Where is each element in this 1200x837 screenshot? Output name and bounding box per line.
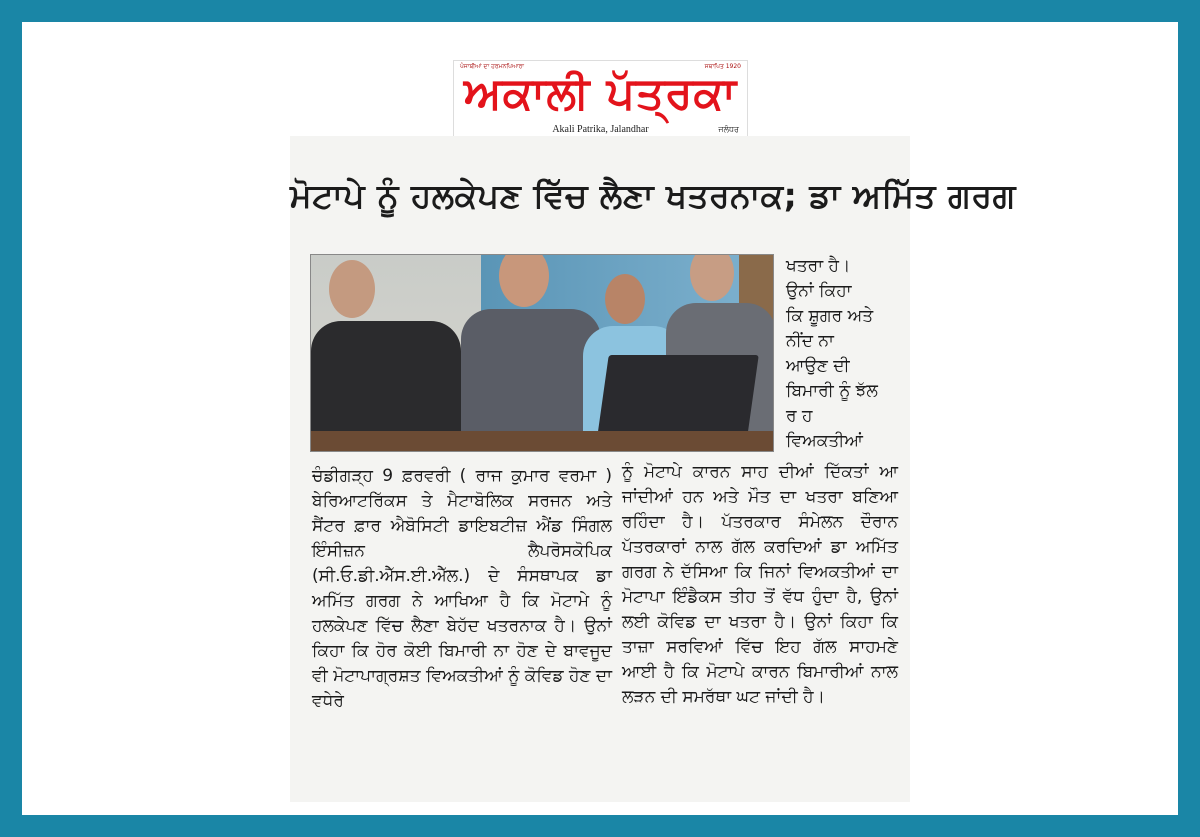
photo-person-2 xyxy=(461,254,601,435)
article-column-right: ਨੂੰ ਮੋਟਾਪੇ ਕਾਰਨ ਸਾਹ ਦੀਆਂ ਦਿੱਕਤਾਂ ਆ ਜਾਂਦੀਆਂ ਹਨ ਅਤੇ ਮੌਤ ਦਾ ਖਤਰਾ ਬਣਿਆ ਰਹਿੰਦਾ ਹੈ। ਪੱਤਰਕਾਰ ਸੰਮੇਲਨ ਦੌਰਾਨ ਪੱਤਰਕਾਰਾਂ ਨਾਲ ਗੱਲ ਕਰਦਿਆਂ ਡਾ ਅਮਿੱਤ ਗਰਗ ਨੇ ਦੱਸਿਆ ਕਿ ਜਿਨਾਂ ਵਿਅਕਤੀਆਂ ਦਾ ਮੋਟਾਪਾ ਇੰਡੈਕਸ ਤੀਹ ਤੋਂ ਵੱਧ ਹੁੰਦਾ ਹੈ, ਉਨਾਂ ਲਈ ਕੋਵਿਡ ਦਾ ਖਤਰਾ ਹੈ। ਉਨਾਂ ਕਿਹਾ ਕਿ ਤਾਜ਼ਾ ਸਰਵਿਆਂ ਵਿੱਚ ਇਹ ਗੱਲ ਸਾਹਮਣੇ ਆਈ ਹੈ ਕਿ ਮੋਟਾਪੇ ਕਾਰਨ ਬਿਮਾਰੀਆਂ ਨਾਲ ਲੜਨ ਦੀ ਸਮਰੱਥਾ ਘਟ ਜਾਂਦੀ ਹੈ। xyxy=(622,462,898,707)
masthead-title: ਅਕਾਲੀ ਪੱਤ੍ਰਕਾ xyxy=(463,68,738,119)
press-conference-photo xyxy=(310,254,774,452)
masthead-tagline: ਪੰਜਾਬੀਆਂ ਦਾ ਹਰਮਨਪਿਆਰਾ xyxy=(460,63,524,70)
masthead-subtitle: Akali Patrika, Jalandhar xyxy=(552,124,649,135)
photo-table xyxy=(311,431,773,451)
news-clipping xyxy=(290,136,1016,802)
article-headline: ਮੋਟਾਪੇ ਨੂੰ ਹਲਕੇਪਣ ਵਿੱਚ ਲੈਣਾ ਖਤਰਨਾਕ; ਡਾ ਅਮਿੱਤ ਗਰਗ xyxy=(290,176,1016,215)
newspaper-masthead xyxy=(453,60,748,138)
article-column-narrow: ਖਤਰਾ ਹੈ। ਉਨਾਂ ਕਿਹਾ ਕਿ ਸ਼ੂਗਰ ਅਤੇ ਨੀਂਦ ਨਾ ਆਉਣ ਦੀ ਬਿਮਾਰੀ ਨੂੰ ਝੱਲ ਰ ਹ ਵਿਅਕਤੀਆਂ xyxy=(786,256,878,451)
masthead-city: ਜਲੰਧਰ xyxy=(718,125,739,134)
article-column-left: ਚੰਡੀਗੜ੍ਹ 9 ਫ਼ਰਵਰੀ ( ਰਾਜ ਕੁਮਾਰ ਵਰਮਾ ) ਬੇਰਿਆਟਰਿੱਕਸ ਤੇ ਮੈਟਾਬੋਲਿਕ ਸਰਜਨ ਅਤੇ ਸੈਂਟਰ ਫ਼ਾਰ ਐਬੋਸਿਟੀ ਡਾਇਬਟੀਜ਼ ਐਂਡ ਸਿੰਗਲ ਇੰਸੀਜ਼ਨ ਲੈਪਰੋਸਕੋਪਿਕ (ਸੀ.ਓ.ਡੀ.ਐੱਸ.ਈ.ਐੱਲ.) ਦੇ ਸੰਸਥਾਪਕ ਡਾ ਅਮਿੱਤ ਗਰਗ ਨੇ ਆਖਿਆ ਹੈ ਕਿ ਮੋਟਾਮੇ ਨੂੰ ਹਲਕੇਪਣ ਵਿੱਚ ਲੈਣਾ ਬੇਹੱਦ ਖਤਰਨਾਕ ਹੈ। ਉਨਾਂ ਕਿਹਾ ਕਿ ਹੋਰ ਕੋਈ ਬਿਮਾਰੀ ਨਾ ਹੋਣ ਦੇ ਬਾਵਜੂਦ ਵੀ ਮੋਟਾਪਾਗ੍ਰਸ਼ਤ ਵਿਅਕਤੀਆਂ ਨੂੰ ਕੋਵਿਡ ਹੋਣ ਦਾ ਵਧੇਰੇ xyxy=(312,466,612,711)
photo-laptop xyxy=(597,355,759,437)
photo-person-1 xyxy=(311,255,461,435)
masthead-since: ਸਥਾਪਿਤ 1920 xyxy=(704,63,741,70)
